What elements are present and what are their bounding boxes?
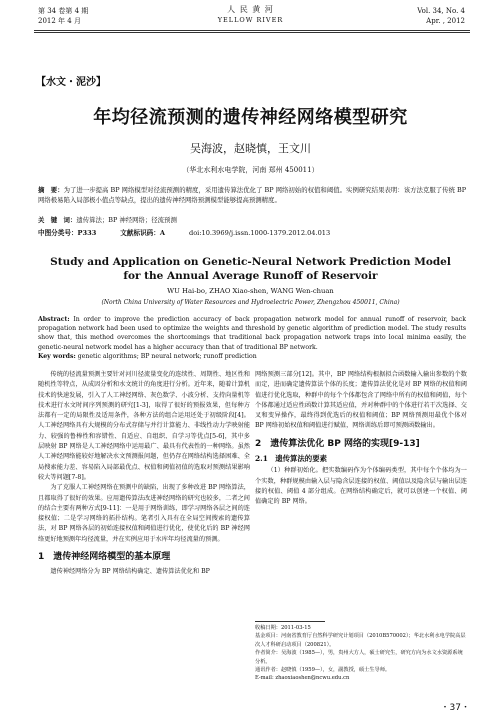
publication-date: 2012 年 4 月 <box>38 17 81 25</box>
page-number: ・37・ <box>440 703 470 713</box>
authors-en: WU Hai-bo, ZHAO Xiao-shen, WANG Wen-chuan <box>167 287 334 295</box>
body-paragraph: 为了克服人工神经网络在预测中的缺陷，出现了多种改进 BP 网络算法，且都取得了很好的效果。应用遗传算法改进神经网络的研究也较多，二者之间的结合主要有两种方式[9-11]：一是用于网络训练，即学习网络各层之间的连接权值；二是学习网络的拓扑结构。笔者引入具有在全局空间搜索的遗传算法，对 BP 网络各层的初始连接权值和阈值进行优化，使优化后的 BP 神经网络更好地预测年均径流量，并在实例应用于水库年均径流量的预测。 <box>38 484 250 543</box>
keywords-cn-label: 关 键 词： <box>38 216 77 224</box>
abstract-cn-text: 为了进一步提高 BP 网络模型对径流预测的精度，采用遗传算法优化了 BP 网络初始的权值和阈值。实例研究结果表明：该方法克服了传统 BP 网络极易陷入局部极小值点等缺点，提出的遗传神经网络预测模型能够提高预测精度。 <box>38 186 466 204</box>
section-heading-2: 2 遗传算法优化 BP 网络的实现[9-13] <box>255 438 420 449</box>
abstract-en <box>38 315 466 352</box>
document-code: 文献标识码：A <box>120 229 165 237</box>
footnote <box>255 624 467 683</box>
classification-line <box>38 228 466 238</box>
keywords-en <box>38 352 466 361</box>
footnote-rule <box>255 621 325 622</box>
authors-cn: 吴海波，赵晓慎，王文川 <box>190 142 311 155</box>
footnote-contact: 通讯作者：赵晓慎（1959—），女，副教授，硕士生导师。 <box>255 667 391 674</box>
publication-date-en: Apr. , 2012 <box>426 17 465 25</box>
journal-volume-info-en <box>417 6 465 26</box>
header-rule <box>34 30 470 31</box>
affiliation-cn: （华北水利水电学院，河南 郑州 450011） <box>182 166 319 174</box>
volume-issue-en: Vol. 34, No. 4 <box>417 7 465 15</box>
body-paragraph: 遗传神经网络分为 BP 网络结构确定、遗传算法优化和 BP <box>50 568 210 576</box>
section-tag: 【水文・泥沙】 <box>36 77 106 88</box>
section-heading-1: 1 遗传神经网络模型的基本原理 <box>38 552 171 563</box>
doi: doi:10.3969/j.issn.1000-1379.2012.04.013 <box>188 229 331 237</box>
keywords-cn-text: 遗传算法；BP 神经网络；径流预测 <box>76 216 177 224</box>
abstract-en-text: In order to improve the prediction accuracy of back propagation network model for annual runoff of reservoir, back propagation network had been used to optimize the weights and threshold by genetic algorithm of prediction model. The study results show that, this method overcomes the shortcomings that traditional back propagation network traps into local minima easily, the genetic-neural network model has a higher accuracy than that of traditional BP network. <box>38 316 467 351</box>
abstract-cn-label: 摘 要： <box>38 186 64 194</box>
keywords-en-text: genetic algorithms; BP neural network; runoff prediction <box>77 353 257 360</box>
body-paragraph: （1）种群初始化。把实数编码作为个体编码类型，其中每个个体均为一个实数，种群规模由输入层与隐含层连接的权值、阈值以及隐含层与输出层连接的权值、阈值 4 部分组成。在网络结构确定后，就可以创建一个权值、阈值确定的 BP 网络。 <box>255 467 467 506</box>
keywords-cn <box>38 215 466 225</box>
footnote-email: E-mail: zhaoxiaoshen@ncwu.edu.cn <box>255 675 350 682</box>
journal-name-en: YELLOW RIVER <box>217 16 284 24</box>
affiliation-en: (North China University of Water Resources and Hydroelectric Power, Zhengzhou 450011, China) <box>101 299 400 306</box>
body-column-right <box>255 370 467 508</box>
body-paragraph: 传统的径流量预测主要针对河川径流量变化的连续性、周期性、地区性和随机性等特点，从成因分析和水文统计的角度进行分析。近年来，随着计算机技术的快速发展，引入了人工神经网络、灰色数学、小波分析、支持向量机等技术进行水文时间序列预测的研究[1-3]，取得了很好的预报效果，但每种方法都有一定的局限性及适用条件，各种方法的组合运用还处于初级阶段[4]。人工神经网络具有大规模的分布式存储与并行计算能力、非线性动力学映射能力、较强的鲁棒性和容错性、自适应、自组织、自学习等优点[5-6]，其中多层映射 BP 网络是人工神经网络中运用最广、最具有代表性的一种网络。虽然人工神经网络能较好地解决水文预测报问题，但仍存在网络结构选择困难、全局搜索能力差、容易陷入局部最优点、权值和阈值初值的选取对预测结果影响较大等问题[7-8]。 <box>38 371 250 481</box>
keywords-en-label: Key words: <box>38 353 76 360</box>
body-paragraph: 网络预测三部分[12]。其中，BP 网络结构根据拟合函数输入输出参数的个数而定，进而确定遗传算法个体的长度；遗传算法优化是对 BP 网络的权值和阈值进行优化选取，种群中的每个个体都包含了网络中所有的权值和阈值，每个个体都通过适应性函数计算其适应值，并对种群中的个体进行若干次选择、交叉和变异操作，最终得到优选后的权值和阈值；BP 网络预测用最优个体对 BP 网络初始权值和阈值进行赋值，网络训练后即可预测函数输出。 <box>255 371 467 430</box>
paper-title-en: Study and Application on Genetic-Neural Network Prediction Model for the Annual Average Runoff of Reservoir <box>50 256 451 282</box>
paper-title-cn: 年均径流预测的遗传神经网络模型研究 <box>93 107 408 128</box>
subsection-heading-2-1: 2.1 遗传算法的要素 <box>255 454 327 464</box>
clc-number: 中图分类号：P333 <box>38 229 97 237</box>
body-column-left <box>38 370 250 578</box>
volume-issue: 第 34 卷第 4 期 <box>38 7 89 15</box>
footnote-received: 收稿日期：2011-03-15 <box>255 625 311 631</box>
journal-name-cn: 人 民 黄 河 <box>227 5 274 14</box>
header-rule-secondary <box>34 32 470 33</box>
abstract-cn <box>38 185 466 205</box>
footnote-fund: 基金项目：河南省教育厅自然科学研究计划项目（2010B570002）；华北水利水电学院高层次人才科研启动项目（200821）。 <box>255 633 466 648</box>
footnote-author: 作者简介：吴海波（1985—），男，贵州大方人，硕士研究生，研究方向为水文水资源系统分析。 <box>255 650 463 665</box>
abstract-en-label: Abstract: <box>38 316 70 323</box>
